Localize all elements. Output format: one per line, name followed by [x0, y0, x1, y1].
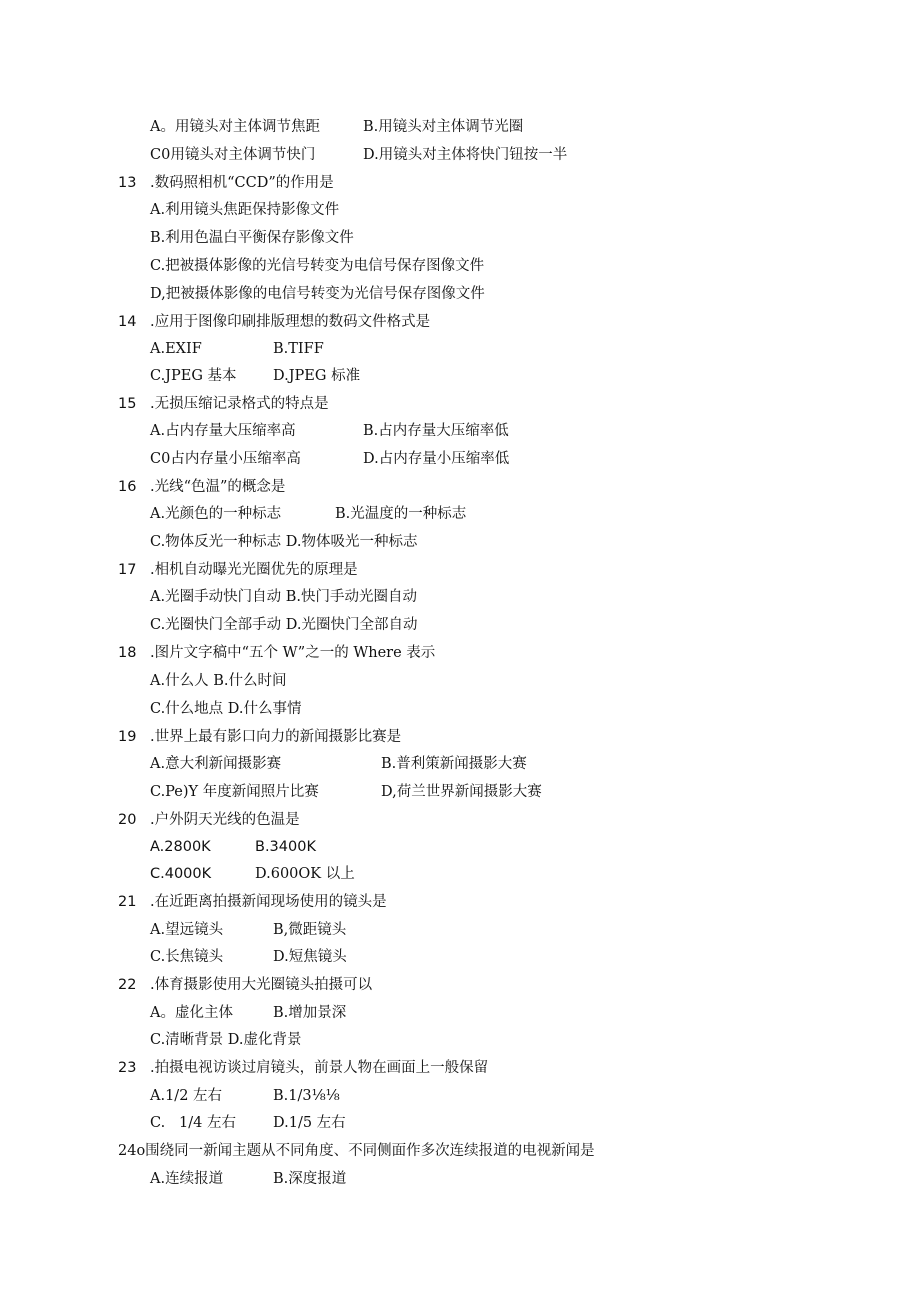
- question-text: .户外阴天光线的色温是: [150, 812, 300, 828]
- option-b: B,微距镜头: [273, 922, 347, 938]
- question-text: .在近距离拍摄新闻现场使用的镜头是: [150, 894, 387, 910]
- question-number: 15: [118, 396, 137, 412]
- option-cd: C.光圈快门全部手动 D.光圈快门全部自动: [150, 617, 418, 633]
- question-number: 23: [118, 1060, 137, 1076]
- option-c: C.JPEG 基本: [150, 368, 237, 384]
- question-number: 18: [118, 645, 137, 661]
- option-d: D.JPEG 标准: [273, 368, 361, 384]
- option-a: A.光颜色的一种标志: [150, 506, 282, 522]
- question-number: 20: [118, 812, 137, 828]
- option-d: D.占内存量小压缩率低: [363, 451, 510, 467]
- option-cd: C.清晰背景 D.虚化背景: [150, 1032, 302, 1048]
- question-text: .世界上最有影口向力的新闻摄影比赛是: [150, 729, 402, 745]
- option-a: A.2800K: [150, 839, 211, 855]
- question-text: .光线“色温”的概念是: [150, 479, 286, 495]
- option-c: C.Pe)Y 年度新闻照片比赛: [150, 784, 319, 800]
- option-b: B.占内存量大压缩率低: [363, 423, 509, 439]
- option-b: B.1/3⅛⅛: [273, 1088, 340, 1104]
- question-text: .数码照相机“CCD”的作用是: [150, 175, 334, 191]
- question-text: .体育摄影使用大光圈镜头拍摄可以: [150, 977, 373, 993]
- question-number: 14: [118, 314, 137, 330]
- question-number: 22: [118, 977, 137, 993]
- option-d: D.用镜头对主体将快门钮按一半: [363, 147, 568, 163]
- option-a: A.EXIF: [150, 341, 202, 357]
- question-text: .图片文字稿中“五个 W”之一的 Where 表示: [150, 645, 436, 661]
- option-a: A.占内存量大压缩率高: [150, 423, 296, 439]
- option-a: A.连续报道: [150, 1171, 224, 1187]
- question-text: .拍摄电视访谈过肩镜头，前景人物在画面上一般保留: [150, 1060, 489, 1076]
- question-text: .应用于图像印刷排版理想的数码文件格式是: [150, 314, 431, 330]
- option-cd: C.物体反光一种标志 D.物体吸光一种标志: [150, 534, 418, 550]
- option-c: C.长焦镜头: [150, 949, 224, 965]
- option-a: A。用镜头对主体调节焦距: [150, 119, 320, 135]
- option-b: B.普利策新闻摄影大赛: [381, 756, 527, 772]
- question-number: 17: [118, 562, 137, 578]
- option-d: D.600OK 以上: [255, 866, 355, 882]
- question-text: 24o围绕同一新闻主题从不同角度、不同侧面作多次连续报道的电视新闻是: [118, 1143, 595, 1159]
- option-a: A.望远镜头: [150, 922, 224, 938]
- option-c: C.4000K: [150, 866, 212, 882]
- option-b: B.利用色温白平衡保存影像文件: [150, 230, 354, 246]
- option-b: B.光温度的一种标志: [335, 506, 467, 522]
- option-b: B.3400K: [255, 839, 316, 855]
- question-number: 21: [118, 894, 137, 910]
- option-a: A.利用镜头焦距保持影像文件: [150, 202, 340, 218]
- question-number: 13: [118, 175, 137, 191]
- question-number: 16: [118, 479, 137, 495]
- option-b: B.TIFF: [273, 341, 324, 357]
- option-a: A。虚化主体: [150, 1005, 233, 1021]
- option-c: C0用镜头对主体调节快门: [150, 147, 316, 163]
- option-d: D,把被摄体影像的电信号转变为光信号保存图像文件: [150, 286, 485, 302]
- question-number: 19: [118, 729, 137, 745]
- option-b: B.用镜头对主体调节光圈: [363, 119, 524, 135]
- option-b: B.增加景深: [273, 1005, 347, 1021]
- option-a: A.1/2 左右: [150, 1088, 223, 1104]
- option-cd: C.什么地点 D.什么事情: [150, 701, 302, 717]
- option-c: C. 1/4 左右: [150, 1115, 236, 1131]
- option-a: A.意大利新闻摄影赛: [150, 756, 282, 772]
- question-text: .相机自动曝光光圈优先的原理是: [150, 562, 358, 578]
- option-ab: A.光圈手动快门自动 B.快门手动光圈自动: [150, 589, 417, 605]
- option-d: D.1/5 左右: [273, 1115, 346, 1131]
- option-d: D.短焦镜头: [273, 949, 347, 965]
- question-text: .无损压缩记录格式的特点是: [150, 396, 329, 412]
- option-c: C0占内存量小压缩率高: [150, 451, 301, 467]
- option-b: B.深度报道: [273, 1171, 347, 1187]
- option-ab: A.什么人 B.什么时间: [150, 673, 287, 689]
- option-c: C.把被摄体影像的光信号转变为电信号保存图像文件: [150, 258, 485, 274]
- option-d: D,荷兰世界新闻摄影大赛: [381, 784, 542, 800]
